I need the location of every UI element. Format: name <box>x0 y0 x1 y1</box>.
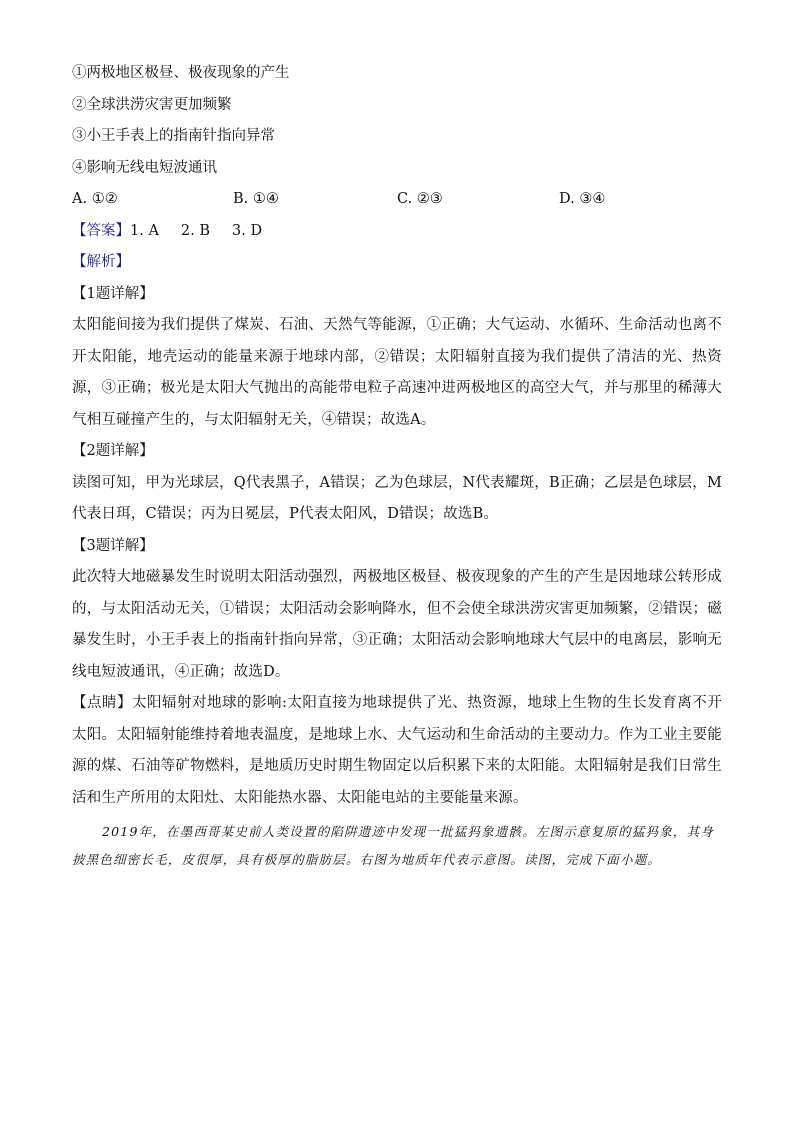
choice-2: ②全球洪涝灾害更加频繁 <box>72 96 232 113</box>
q1-heading: 【1题详解】 <box>72 285 154 302</box>
tip-tag: 【点睛】 <box>72 695 132 711</box>
answer-tag: 【答案】 <box>72 222 130 239</box>
q2-heading: 【2题详解】 <box>72 443 154 459</box>
analysis-tag: 【解析】 <box>72 254 130 270</box>
q3-heading: 【3题详解】 <box>72 537 154 554</box>
option-a: A. ①② <box>72 191 118 207</box>
q1-explanation: 太阳能间接为我们提供了煤炭、石油、天然气等能源，①正确；大气运动、水循环、生命活动也离不开太阳能，地壳运动的能量来源于地球内部，②错误；太阳辐射直接为我们提供了清洁的光、热资源，③正确；极光是太阳大气抛出的高能带电粒子高速冲进两极地区的高空大气，并与那里的稀薄大气相互碰撞产生的，与太阳辐射无关，④错误；故选A。 <box>72 317 722 428</box>
answer-item-1: 1. A <box>130 222 159 239</box>
q2-explanation: 读图可知，甲为光球层，Q代表黑子，A错误；乙为色球层，N代表耀斑，B正确；乙层是色球层，M代表日珥，C错误；丙为日冕层，P代表太阳风，D错误；故选B。 <box>72 474 722 522</box>
tip-text: 太阳辐射对地球的影响:太阳直接为地球提供了光、热资源，地球上生物的生长发育离不开太阳。太阳辐射能维持着地表温度，是地球上水、大气运动和生命活动的主要动力。作为工业主要能源的煤、石油等矿物燃料，是地质历史时期生物固定以后积累下来的太阳能。太阳辐射是我们日常生活和生产所用的太阳灶、太阳能热水器、太阳能电站的主要能量来源。 <box>72 695 722 806</box>
choice-3: ③小王手表上的指南针指向异常 <box>72 128 275 144</box>
next-question-intro: 2019年，在墨西哥某史前人类设置的陷阱遗迹中发现一批猛犸象遗骸。左图示意复原的猛犸象，其身披黑色细密长毛，皮很厚，具有极厚的脂肪层。右图为地质年代表示意图。读图，完成下面小题。 <box>72 824 715 867</box>
answer-item-3: 3. D <box>232 222 263 239</box>
option-c: C. ②③ <box>397 191 443 207</box>
answer-item-2: 2. B <box>180 222 211 239</box>
q3-explanation: 此次特大地磁暴发生时说明太阳活动强烈，两极地区极昼、极夜现象的产生的产生是因地球公转形成的，与太阳活动无关，①错误；太阳活动会影响降水，但不会使全球洪涝灾害更加频繁，②错误；磁暴发生时，小王手表上的指南针指向异常，③正确；太阳活动会影响地球大气层中的电离层，影响无线电短波通讯，④正确；故选D。 <box>72 569 722 680</box>
answer-options <box>72 184 722 216</box>
document-page <box>72 58 722 874</box>
option-d: D. ③④ <box>559 191 606 207</box>
choice-4: ④影响无线电短波通讯 <box>72 159 217 176</box>
answer-line <box>72 216 722 248</box>
tip-paragraph <box>72 688 722 814</box>
choice-1: ①两极地区极昼、极夜现象的产生 <box>72 65 290 81</box>
option-b: B. ①④ <box>233 191 279 207</box>
